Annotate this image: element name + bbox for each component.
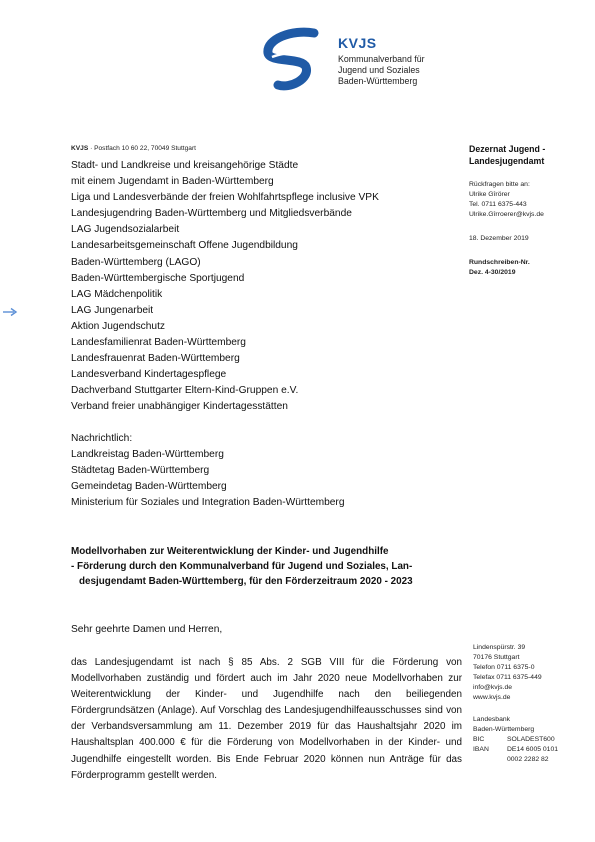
footer-info: [473, 643, 593, 765]
recipient: Landesjugendring Baden-Württemberg und Mitgliedsverbände: [71, 208, 352, 220]
recipient: Verband freier unabhängiger Kindertagesstätten: [71, 401, 288, 413]
footer-fax: Telefax 0711 6375-449: [473, 674, 542, 682]
logo-subtitle-line: Jugend und Soziales: [338, 65, 420, 75]
circular-label: Rundschreiben-Nr.: [469, 259, 530, 266]
subject-line: Modellvorhaben zur Weiterentwicklung der Kinder- und Jugendhilfe: [71, 546, 389, 557]
circular-block: [469, 258, 589, 278]
contact-label: Rückfragen bitte an:: [469, 181, 530, 188]
cc-recipient: Gemeindetag Baden-Württemberg: [71, 481, 227, 493]
bic-label: BIC: [473, 735, 485, 743]
recipient: Baden-Württembergische Sportjugend: [71, 272, 245, 284]
recipient: Landesfamilienrat Baden-Württemberg: [71, 337, 246, 349]
footer-bank: Baden-Württemberg: [473, 725, 535, 733]
recipient: LAG Jungenarbeit: [71, 304, 154, 316]
contact-email[interactable]: Ulrike.Gîrroerer@kvjs.de: [469, 211, 544, 218]
footer-iban-cont: [473, 755, 593, 765]
iban-label: IBAN: [473, 745, 489, 753]
cc-label: Nachrichtlich:: [71, 433, 133, 444]
department-line: Dezernat Jugend -: [469, 144, 546, 154]
bic-value: SOLADEST600: [507, 735, 555, 743]
letter-date: 18. Dezember 2019: [469, 235, 529, 242]
kvjs-logo: [262, 27, 432, 99]
department: [469, 143, 589, 167]
cc-recipient: Städtetag Baden-Württemberg: [71, 465, 210, 477]
recipient: mit einem Jugendamt in Baden-Württemberg: [71, 176, 274, 188]
contact-phone: Tel. 0711 6375-443: [469, 201, 527, 208]
letter-body: das Landesjugendamt ist nach § 85 Abs. 2 SGB VIII für die Förderung von Modellvorhaben zuständig und fördert auch im Jahr 2020 neue Modellvorhaben zur Weiterentwicklung der Kinder- und Jugendhilfe nach den beiliegenden Fördergrundsätzen (Anlage). Auf Vorschlag des Landesjugendhilfeausschusses sind von der Verbandsversammlung am 11. Dezember 2019 für das Haushaltsjahr 2020 im Haushaltsplan 400.000 € für die Förderung von Modellvorhaben in der Kinder- und Jugendhilfe eingestellt worden. Bis Ende Februar 2020 können nun Anträge für das Förderprogramm gestellt werden.: [71, 657, 462, 781]
footer-bic: [473, 735, 593, 745]
department-line: Landesjugendamt: [469, 156, 545, 166]
footer-email[interactable]: info@kvjs.de: [473, 684, 513, 692]
recipient: LAG Mädchenpolitik: [71, 288, 163, 300]
footer-iban: [473, 745, 593, 755]
cc-list: [71, 431, 345, 511]
cc-recipient: Ministerium für Soziales und Integration Baden-Württemberg: [71, 497, 345, 509]
recipient: Liga und Landesverbände der freien Wohlfahrtspflege inclusive VPK: [71, 192, 379, 204]
logo-subtitle-line: Kommunalverband für: [338, 54, 425, 64]
logo-subtitle: [338, 54, 425, 87]
salutation: Sehr geehrte Damen und Herren,: [71, 624, 223, 635]
sender-postbox: · Postfach 10 60 22, 70049 Stuttgart: [88, 145, 197, 152]
footer-website[interactable]: www.kvjs.de: [473, 694, 511, 702]
info-column: [469, 143, 589, 278]
subject-line: - Förderung durch den Kommunalverband für Jugend und Soziales, Lan-: [71, 561, 413, 572]
footer-phone: Telefon 0711 6375-0: [473, 664, 535, 672]
recipient: Stadt- und Landkreise und kreisangehörige Städte: [71, 160, 299, 171]
subject-line: desjugendamt Baden-Württemberg, für den Förderzeitraum 2020 - 2023: [79, 576, 413, 587]
recipient: LAG Jugendsozialarbeit: [71, 224, 180, 236]
recipient: Baden-Württemberg (LAGO): [71, 256, 201, 268]
sender-address: [71, 145, 196, 152]
contact-block: [469, 180, 589, 220]
recipient: Landesverband Kindertagespflege: [71, 369, 227, 381]
recipient: Dachverband Stuttgarter Eltern-Kind-Gruppen e.V.: [71, 385, 299, 397]
cc-recipient: Landkreistag Baden-Württemberg: [71, 449, 224, 461]
logo-subtitle-line: Baden-Württemberg: [338, 76, 418, 86]
letter-subject: [71, 544, 455, 589]
recipient: Landesarbeitsgemeinschaft Offene Jugendbildung: [71, 240, 298, 252]
contact-name: Ulrike Gîrörer: [469, 191, 510, 198]
sender-org: KVJS: [71, 145, 89, 152]
iban-value: 0002 2282 82: [507, 755, 549, 763]
fold-mark-arrow-icon: [2, 306, 18, 318]
footer-street: Lindenspürstr. 39: [473, 644, 526, 651]
recipient-list: [71, 158, 379, 416]
iban-value: DE14 6005 0101: [507, 745, 559, 753]
circular-number: Dez. 4-30/2019: [469, 269, 516, 276]
kvjs-logo-icon: [262, 27, 334, 99]
recipient: Landesfrauenrat Baden-Württemberg: [71, 353, 240, 365]
recipient: Aktion Jugendschutz: [71, 320, 166, 332]
footer-city: 70176 Stuttgart: [473, 654, 520, 662]
logo-title: KVJS: [338, 35, 377, 51]
footer-bank: Landesbank: [473, 715, 511, 723]
